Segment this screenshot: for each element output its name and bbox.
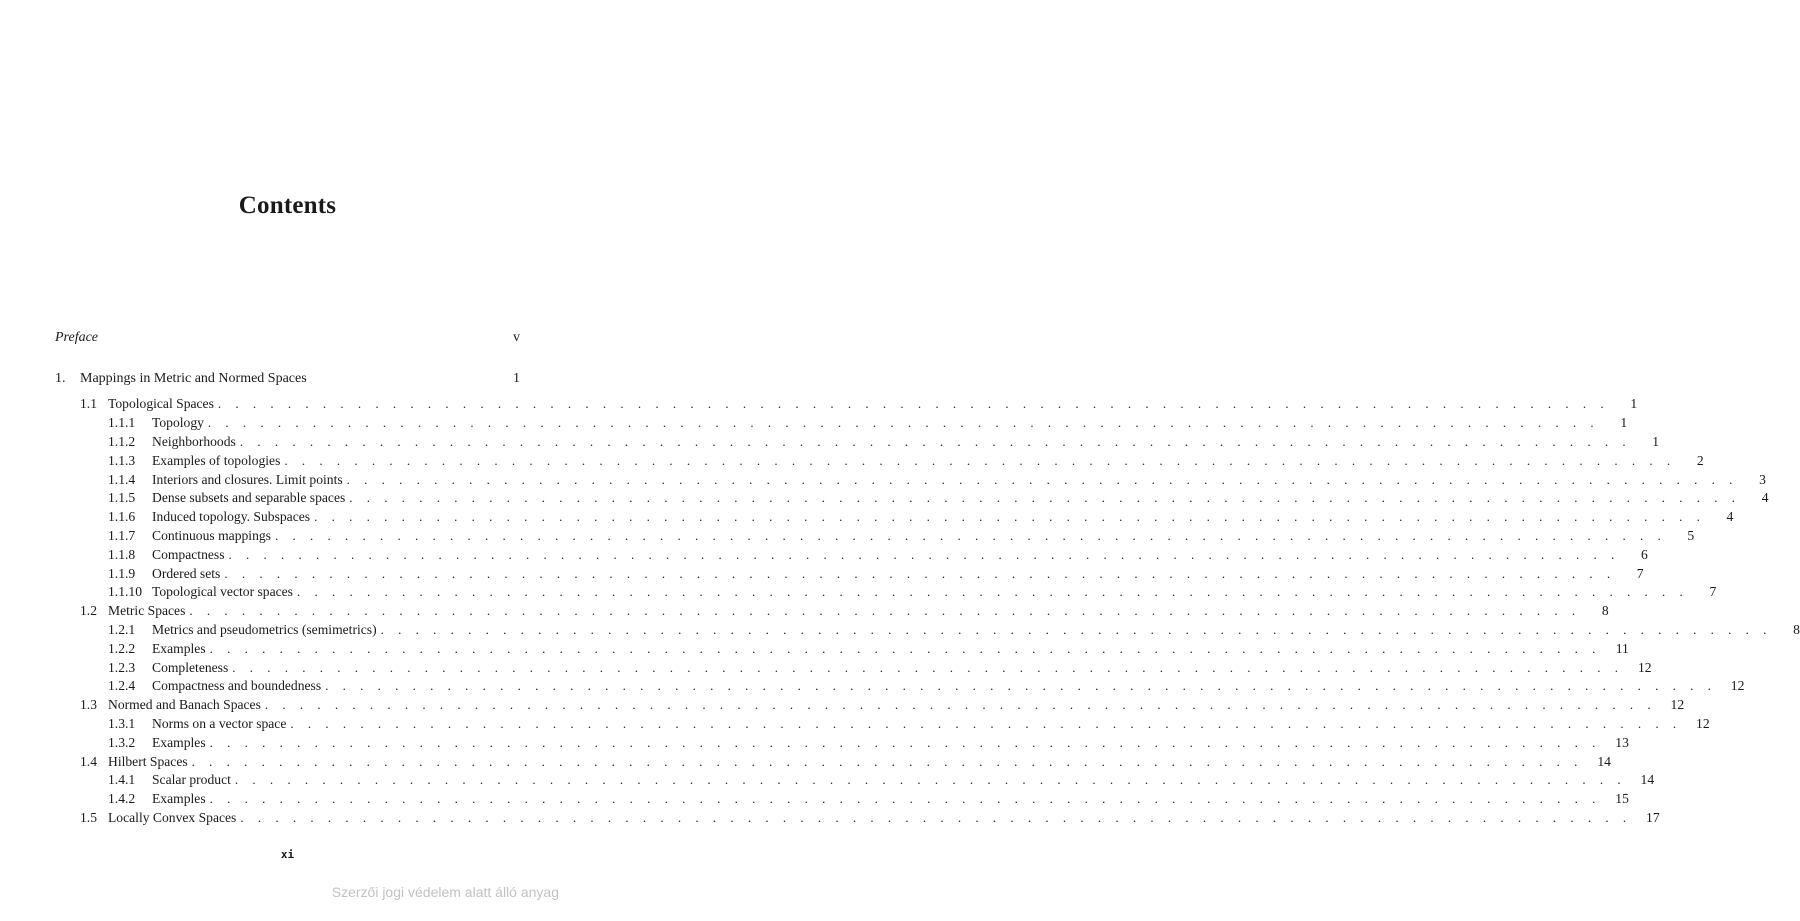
entry-page: 1 bbox=[1620, 415, 1628, 431]
entry-title: Induced topology. Subspaces bbox=[152, 509, 311, 525]
dot-leader: . . . . . . . . . . . . . . . . . . . . . . . . . . . . . . . . . . . . . . . . . . . . . . . . . . . . . . . . . . . . . . . . . . . . . . . . . . . . . . . . bbox=[191, 753, 1583, 769]
entry-number: 1.1.2 bbox=[108, 433, 136, 449]
toc-subsection-entry bbox=[0, 790, 1629, 809]
chapter-title: Mappings in Metric and Normed Spaces bbox=[80, 371, 307, 386]
entry-title: Examples bbox=[152, 734, 206, 750]
dot-leader: . . . . . . . . . . . . . . . . . . . . . . . . . . . . . . . . . . . . . . . . . . . . . . . . . . . . . . . . . . . . . . . . . . . . . . . . . . . . . . . . bbox=[209, 734, 1601, 750]
entry-page: 4 bbox=[1761, 490, 1769, 506]
entry-number: 1.3 bbox=[80, 697, 97, 713]
entry-title: Topology bbox=[152, 415, 204, 431]
toc-subsection-entry bbox=[0, 733, 1629, 752]
entry-number: 1.5 bbox=[80, 809, 97, 825]
entry-page: 4 bbox=[1726, 509, 1734, 525]
entry-title: Hilbert Spaces bbox=[108, 753, 188, 769]
entry-page: 2 bbox=[1696, 452, 1704, 468]
entry-page: 17 bbox=[1646, 809, 1660, 825]
entry-number: 1.1 bbox=[80, 396, 97, 412]
toc-subsection-entry bbox=[0, 658, 1652, 677]
entry-number: 1.1.7 bbox=[108, 527, 136, 543]
entry-page: 5 bbox=[1687, 527, 1695, 543]
entry-number: 1.1.4 bbox=[108, 471, 136, 487]
chapter-number: 1. bbox=[55, 371, 66, 386]
entry-title: Completeness bbox=[152, 659, 229, 675]
entry-page: 15 bbox=[1615, 791, 1629, 807]
entry-number: 1.4.2 bbox=[108, 791, 136, 807]
entry-number: 1.2.4 bbox=[108, 678, 136, 694]
toc-subsection-entry bbox=[0, 489, 1769, 508]
entry-title: Compactness and boundedness bbox=[152, 678, 322, 694]
toc-section-entry bbox=[0, 809, 1660, 828]
chapter-page: 1 bbox=[513, 371, 520, 386]
entry-page: 11 bbox=[1615, 640, 1629, 656]
toc-list bbox=[0, 395, 1800, 827]
dot-leader: . . . . . . . . . . . . . . . . . . . . . . . . . . . . . . . . . . . . . . . . . . . . . . . . . . . . . . . . . . . . . . . . . . . . . . . . . . . . . . . . bbox=[240, 809, 1632, 825]
entry-number: 1.1.9 bbox=[108, 565, 136, 581]
entry-page: 12 bbox=[1637, 659, 1652, 675]
toc-section-entry bbox=[0, 752, 1611, 771]
dot-leader: . . . . . . . . . . . . . . . . . . . . . . . . . . . . . . . . . . . . . . . . . . . . . . . . . . . . . . . . . . . . . . . . . . . . . . . . . . . . . . . . bbox=[239, 433, 1632, 449]
dot-leader: . . . . . . . . . . . . . . . . . . . . . . . . . . . . . . . . . . . . . . . . . . . . . . . . . . . . . . . . . . . . . . . . . . . . . . . . . . . . . . . . bbox=[380, 621, 1772, 637]
entry-page: 1 bbox=[1630, 396, 1638, 412]
preface-entry bbox=[55, 330, 520, 348]
entry-number: 1.1.1 bbox=[108, 415, 136, 431]
entry-number: 1.2.2 bbox=[108, 640, 136, 656]
entry-title: Metrics and pseudometrics (semimetrics) bbox=[152, 621, 377, 637]
dot-leader: . . . . . . . . . . . . . . . . . . . . . . . . . . . . . . . . . . . . . . . . . . . . . . . . . . . . . . . . . . . . . . . . . . . . . . . . . . . . . . . . bbox=[296, 584, 1689, 600]
entry-number: 1.2.3 bbox=[108, 659, 136, 675]
entry-title: Neighborhoods bbox=[152, 433, 236, 449]
toc-subsection-entry bbox=[0, 451, 1704, 470]
preface-label: Preface bbox=[55, 330, 99, 345]
entry-title: Topological Spaces bbox=[108, 396, 214, 412]
toc-subsection-entry bbox=[0, 508, 1734, 527]
toc-subsection-entry bbox=[0, 715, 1710, 734]
dot-leader: . . . . . . . . . . . . . . . . . . . . . . . . . . . . . . . . . . . . . . . . . . . . . . . . . . . . . . . . . . . . . . . . . . . . . . . . . . . . . . . . bbox=[234, 772, 1627, 788]
toc-subsection-entry bbox=[0, 545, 1648, 564]
dot-leader: . . . . . . . . . . . . . . . . . . . . . . . . . . . . . . . . . . . . . . . . . . . . . . . . . . . . . . . . . . . . . . . . . . . . . . . . . . . . . . . . bbox=[224, 565, 1616, 581]
dot-leader: . . . . . . . . . . . . . . . . . . . . . . . . . . . . . . . . . . . . . . . . . . . . . . . . . . . . . . . . . . . . . . . . . . . . . . . . . . . . . . . . bbox=[264, 697, 1657, 713]
dot-leader: . . . . . . . . . . . . . . . . . . . . . . . . . . . . . . . . . . . . . . . . . . . . . . . . . . . . . . . . . . . . . . . . . . . . . . . . . . . . . . . . bbox=[209, 640, 1601, 656]
dot-leader: . . . . . . . . . . . . . . . . . . . . . . . . . . . . . . . . . . . . . . . . . . . . . . . . . . . . . . . . . . . . . . . . . . . . . . . . . . . . . . . . bbox=[346, 471, 1738, 487]
dot-leader: . . . . . . . . . . . . . . . . . . . . . . . . . . . . . . . . . . . . . . . . . . . . . . . . . . . . . . . . . . . . . . . . . . . . . . . . . . . . . . . . bbox=[217, 396, 1610, 412]
copyright-watermark: Szerzői jogi védelem alatt álló anyag bbox=[331, 884, 559, 900]
entry-title: Norms on a vector space bbox=[152, 715, 287, 731]
entry-page: 14 bbox=[1640, 772, 1655, 788]
entry-title: Dense subsets and separable spaces bbox=[152, 490, 346, 506]
entry-number: 1.1.10 bbox=[108, 584, 142, 600]
entry-title: Examples bbox=[152, 640, 206, 656]
entry-number: 1.1.5 bbox=[108, 490, 136, 506]
dot-leader: . . . . . . . . . . . . . . . . . . . . . . . . . . . . . . . . . . . . . . . . . . . . . . . . . . . . . . . . . . . . . . . . . . . . . . . . . . . . . . . . bbox=[314, 509, 1706, 525]
entry-page: 7 bbox=[1709, 584, 1717, 600]
entry-page: 13 bbox=[1615, 734, 1629, 750]
entry-title: Continuous mappings bbox=[152, 527, 271, 543]
entry-title: Interiors and closures. Limit points bbox=[152, 471, 343, 487]
entry-page: 12 bbox=[1730, 678, 1745, 694]
entry-title: Ordered sets bbox=[152, 565, 221, 581]
toc-subsection-entry bbox=[0, 583, 1717, 602]
entry-number: 1.3.2 bbox=[108, 734, 136, 750]
entry-page: 6 bbox=[1640, 546, 1648, 562]
toc-subsection-entry bbox=[0, 771, 1655, 790]
entry-number: 1.4 bbox=[80, 753, 97, 769]
toc-section-entry bbox=[0, 395, 1638, 414]
dot-leader: . . . . . . . . . . . . . . . . . . . . . . . . . . . . . . . . . . . . . . . . . . . . . . . . . . . . . . . . . . . . . . . . . . . . . . . . . . . . . . . . bbox=[274, 527, 1667, 543]
entry-page: 8 bbox=[1793, 621, 1800, 637]
dot-leader: . . . . . . . . . . . . . . . . . . . . . . . . . . . . . . . . . . . . . . . . . . . . . . . . . . . . . . . . . . . . . . . . . . . . . . . . . . . . . . . . bbox=[284, 452, 1676, 468]
toc-subsection-entry bbox=[0, 621, 1800, 640]
dot-leader: . . . . . . . . . . . . . . . . . . . . . . . . . . . . . . . . . . . . . . . . . . . . . . . . . . . . . . . . . . . . . . . . . . . . . . . . . . . . . . . . bbox=[232, 659, 1624, 675]
dot-leader: . . . . . . . . . . . . . . . . . . . . . . . . . . . . . . . . . . . . . . . . . . . . . . . . . . . . . . . . . . . . . . . . . . . . . . . . . . . . . . . . bbox=[207, 415, 1600, 431]
entry-title: Topological vector spaces bbox=[152, 584, 293, 600]
toc-subsection-entry bbox=[0, 639, 1629, 658]
toc-subsection-entry bbox=[0, 414, 1628, 433]
entry-page: 12 bbox=[1696, 715, 1710, 731]
dot-leader: . . . . . . . . . . . . . . . . . . . . . . . . . . . . . . . . . . . . . . . . . . . . . . . . . . . . . . . . . . . . . . . . . . . . . . . . . . . . . . . . bbox=[189, 603, 1581, 619]
entry-title: Compactness bbox=[152, 546, 225, 562]
entry-page: 8 bbox=[1601, 603, 1609, 619]
toc-section-entry bbox=[0, 696, 1685, 715]
page-title: Contents bbox=[238, 192, 337, 219]
chapter-entry bbox=[55, 371, 520, 389]
preface-page: v bbox=[513, 330, 520, 345]
toc-subsection-entry bbox=[0, 564, 1644, 583]
entry-page: 3 bbox=[1759, 471, 1766, 487]
entry-title: Normed and Banach Spaces bbox=[108, 697, 261, 713]
entry-page: 14 bbox=[1597, 753, 1611, 769]
entry-number: 1.1.8 bbox=[108, 546, 136, 562]
entry-number: 1.1.3 bbox=[108, 452, 136, 468]
toc-subsection-entry bbox=[0, 433, 1660, 452]
entry-title: Locally Convex Spaces bbox=[108, 809, 237, 825]
entry-page: 12 bbox=[1670, 697, 1685, 713]
dot-leader: . . . . . . . . . . . . . . . . . . . . . . . . . . . . . . . . . . . . . . . . . . . . . . . . . . . . . . . . . . . . . . . . . . . . . . . . . . . . . . . . bbox=[349, 490, 1741, 506]
entry-title: Examples of topologies bbox=[152, 452, 281, 468]
entry-title: Examples bbox=[152, 791, 206, 807]
entry-number: 1.2.1 bbox=[108, 621, 136, 637]
entry-page: 7 bbox=[1636, 565, 1644, 581]
page-number: xi bbox=[280, 848, 295, 861]
entry-number: 1.3.1 bbox=[108, 715, 136, 731]
entry-number: 1.4.1 bbox=[108, 772, 136, 788]
entry-title: Scalar product bbox=[152, 772, 231, 788]
dot-leader: . . . . . . . . . . . . . . . . . . . . . . . . . . . . . . . . . . . . . . . . . . . . . . . . . . . . . . . . . . . . . . . . . . . . . . . . . . . . . . . . bbox=[209, 791, 1601, 807]
entry-title: Metric Spaces bbox=[108, 603, 186, 619]
dot-leader: . . . . . . . . . . . . . . . . . . . . . . . . . . . . . . . . . . . . . . . . . . . . . . . . . . . . . . . . . . . . . . . . . . . . . . . . . . . . . . . . bbox=[228, 546, 1620, 562]
toc-section-entry bbox=[0, 602, 1609, 621]
toc-subsection-entry bbox=[0, 470, 1766, 489]
entry-page: 1 bbox=[1652, 433, 1660, 449]
toc-subsection-entry bbox=[0, 677, 1745, 696]
dot-leader: . . . . . . . . . . . . . . . . . . . . . . . . . . . . . . . . . . . . . . . . . . . . . . . . . . . . . . . . . . . . . . . . . . . . . . . . . . . . . . . . bbox=[290, 715, 1682, 731]
toc-subsection-entry bbox=[0, 527, 1695, 546]
entry-number: 1.1.6 bbox=[108, 509, 136, 525]
entry-number: 1.2 bbox=[80, 603, 97, 619]
dot-leader: . . . . . . . . . . . . . . . . . . . . . . . . . . . . . . . . . . . . . . . . . . . . . . . . . . . . . . . . . . . . . . . . . . . . . . . . . . . . . . . . bbox=[325, 678, 1717, 694]
